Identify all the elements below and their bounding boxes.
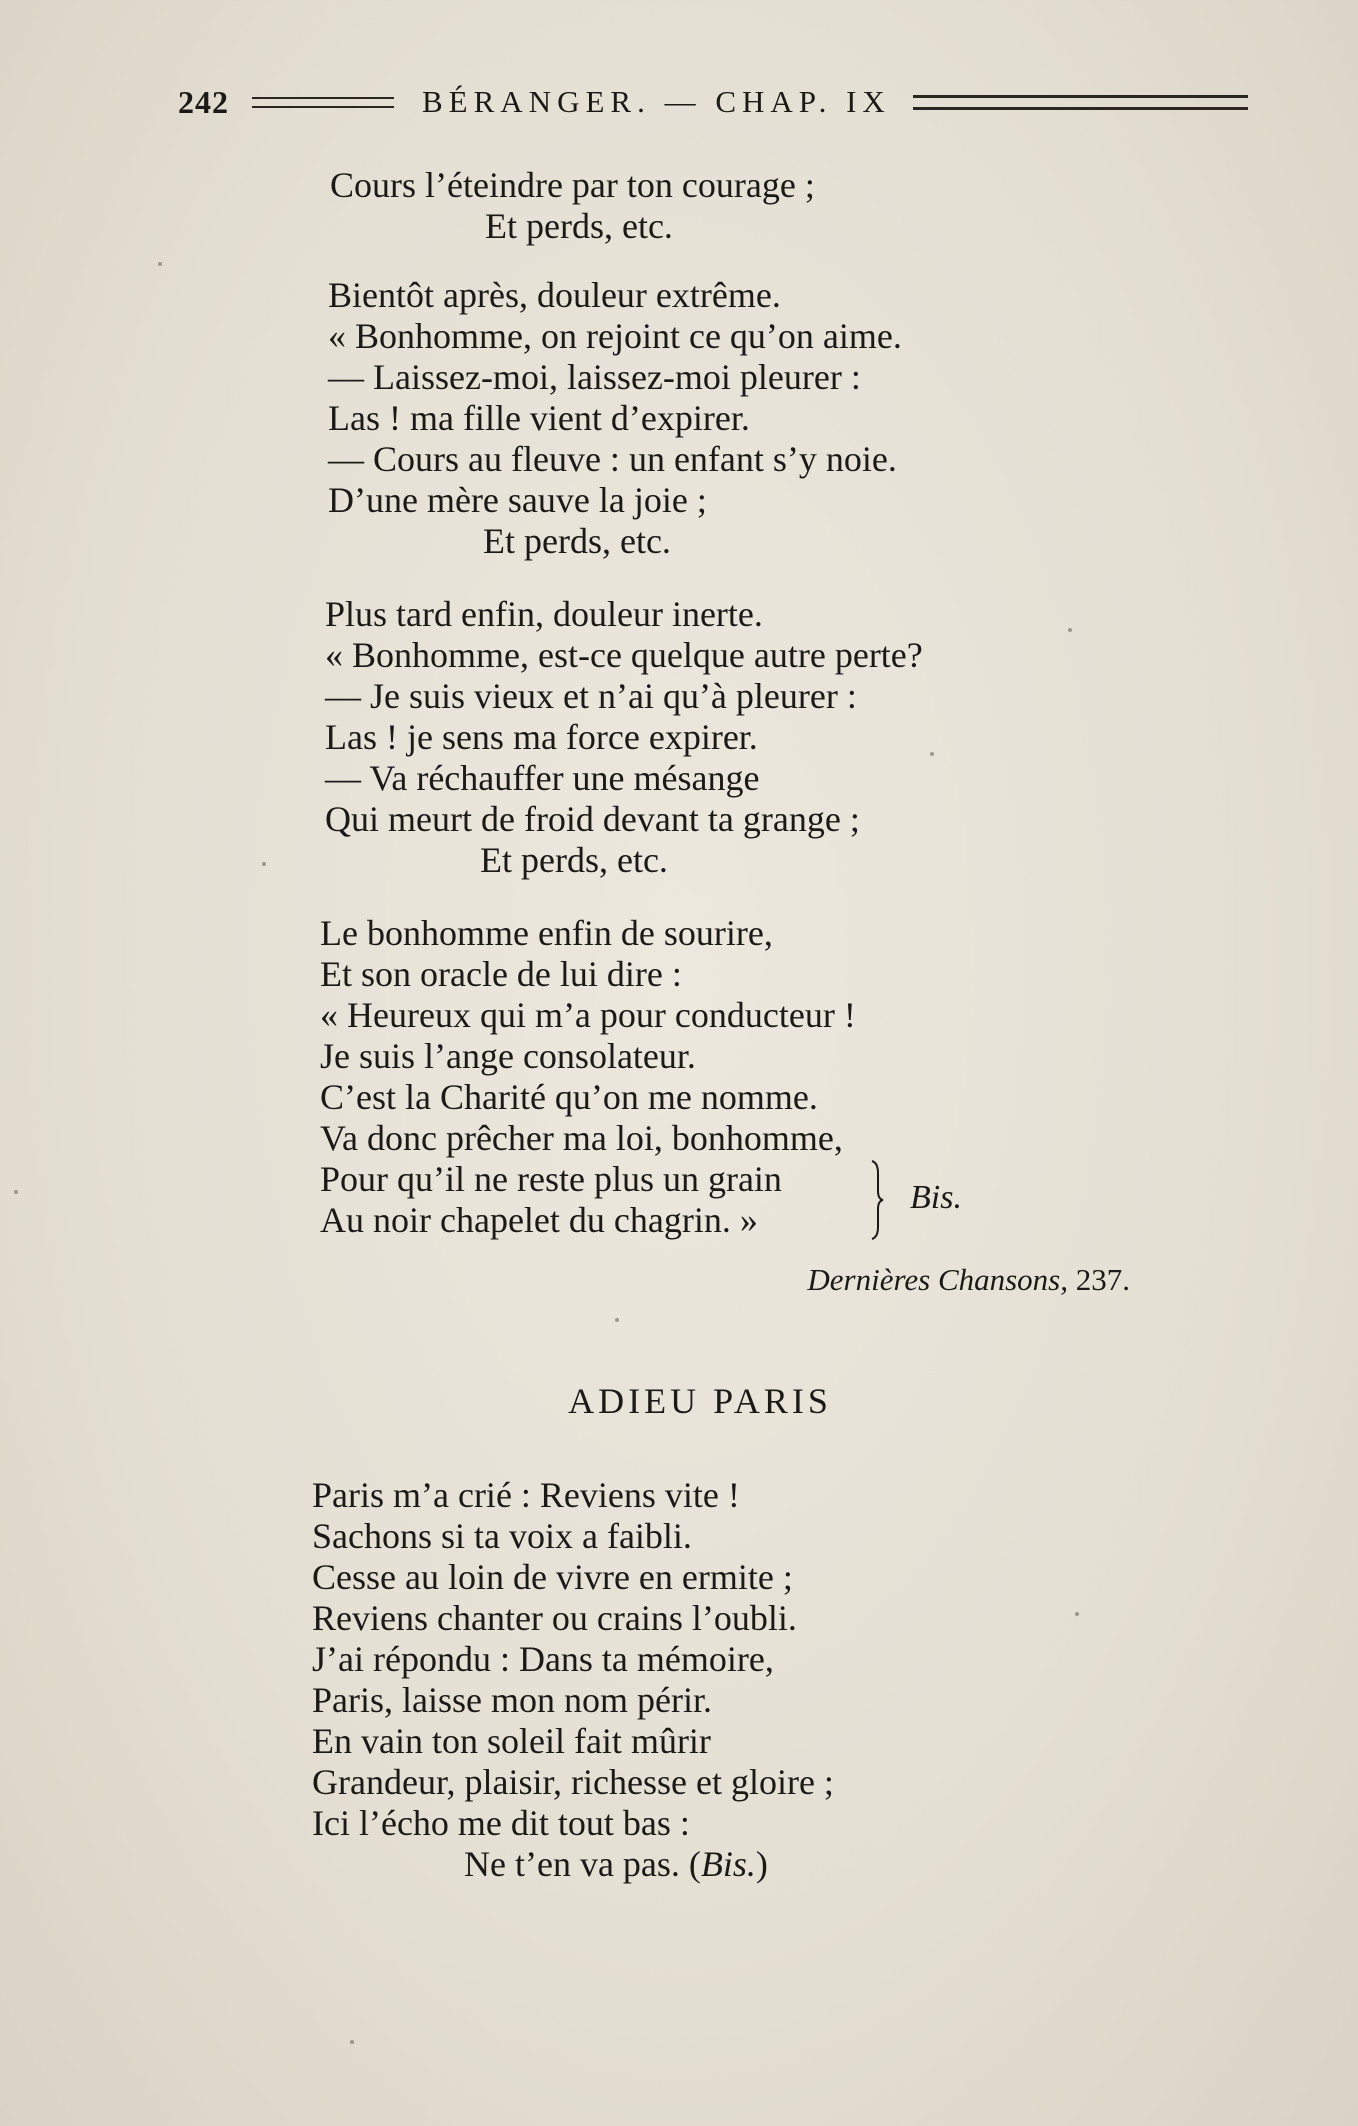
bis-label: Bis. xyxy=(910,1179,962,1216)
verse-line: Bientôt après, douleur extrême. xyxy=(328,275,781,315)
verse-line: Je suis l’ange consolateur. xyxy=(320,1036,696,1076)
running-header xyxy=(178,82,1248,122)
speck xyxy=(930,752,934,756)
verse-line: Reviens chanter ou crains l’oubli. xyxy=(312,1598,797,1638)
speck xyxy=(14,1190,18,1194)
verse-line: — Je suis vieux et n’ai qu’à pleurer : xyxy=(325,676,857,716)
stanza-3 xyxy=(325,594,923,881)
verse-line: — Cours au fleuve : un enfant s’y noie. xyxy=(328,439,897,479)
running-title: BÉRANGER. — CHAP. IX xyxy=(422,84,891,119)
curly-brace-icon xyxy=(868,1159,886,1241)
page-number: 242 xyxy=(178,83,229,120)
source-citation xyxy=(807,1262,1130,1298)
verse-line: — Laissez-moi, laissez-moi pleurer : xyxy=(328,357,861,397)
verse-line: Cours l’éteindre par ton courage ; xyxy=(330,165,815,205)
verse-line: Qui meurt de froid devant ta grange ; xyxy=(325,799,860,839)
verse-line: Las ! ma fille vient d’expirer. xyxy=(328,398,750,438)
verse-line: Le bonhomme enfin de sourire, xyxy=(320,913,773,953)
verse-line: Plus tard enfin, douleur inerte. xyxy=(325,594,763,634)
verse-line: C’est la Charité qu’on me nomme. xyxy=(320,1077,818,1117)
refrain-text: Ne t’en va pas. ( xyxy=(464,1844,701,1884)
refrain-line: Et perds, etc. xyxy=(483,521,671,561)
verse-line: Au noir chapelet du chagrin. » xyxy=(320,1200,758,1240)
poem2-stanza xyxy=(312,1475,834,1885)
verse-line: D’une mère sauve la joie ; xyxy=(328,480,707,520)
refrain-line xyxy=(312,1844,834,1885)
bis-group xyxy=(320,1159,962,1241)
stanza-1 xyxy=(330,165,815,247)
verse-line: Grandeur, plaisir, richesse et gloire ; xyxy=(312,1762,834,1802)
verse-line: Paris m’a crié : Reviens vite ! xyxy=(312,1475,740,1515)
speck xyxy=(1075,1612,1079,1616)
verse-line: Paris, laisse mon nom périr. xyxy=(312,1680,712,1720)
header-rule-right xyxy=(913,95,1248,110)
verse-line: « Bonhomme, est-ce quelque autre perte? xyxy=(325,635,923,675)
verse-line: Va donc prêcher ma loi, bonhomme, xyxy=(320,1118,843,1158)
speck xyxy=(1068,628,1072,632)
verse-line: Sachons si ta voix a faibli. xyxy=(312,1516,692,1556)
refrain-close: ) xyxy=(755,1844,768,1884)
verse-line: — Va réchauffer une mésange xyxy=(325,758,760,798)
speck xyxy=(350,2040,354,2044)
source-title: Dernières Chansons, xyxy=(807,1262,1068,1297)
verse-line: Pour qu’il ne reste plus un grain xyxy=(320,1159,782,1199)
verse-line: Ici l’écho me dit tout bas : xyxy=(312,1803,690,1843)
header-rule-left xyxy=(252,97,394,108)
source-page: 237. xyxy=(1075,1262,1130,1297)
verse-line: En vain ton soleil fait mûrir xyxy=(312,1721,711,1761)
verse-line: Las ! je sens ma force expirer. xyxy=(325,717,758,757)
refrain-line: Et perds, etc. xyxy=(480,840,668,880)
refrain-line: Et perds, etc. xyxy=(485,206,673,246)
speck xyxy=(158,262,162,266)
speck xyxy=(615,1318,619,1322)
verse-line: « Heureux qui m’a pour conducteur ! xyxy=(320,995,856,1035)
section-title: ADIEU PARIS xyxy=(568,1381,832,1421)
refrain-bis: Bis. xyxy=(700,1844,756,1884)
speck xyxy=(262,862,266,866)
verse-line: Cesse au loin de vivre en ermite ; xyxy=(312,1557,793,1597)
stanza-2 xyxy=(328,275,902,562)
verse-line: Et son oracle de lui dire : xyxy=(320,954,682,994)
verse-line: J’ai répondu : Dans ta mémoire, xyxy=(312,1639,774,1679)
verse-line: « Bonhomme, on rejoint ce qu’on aime. xyxy=(328,316,902,356)
stanza-4 xyxy=(320,913,962,1241)
